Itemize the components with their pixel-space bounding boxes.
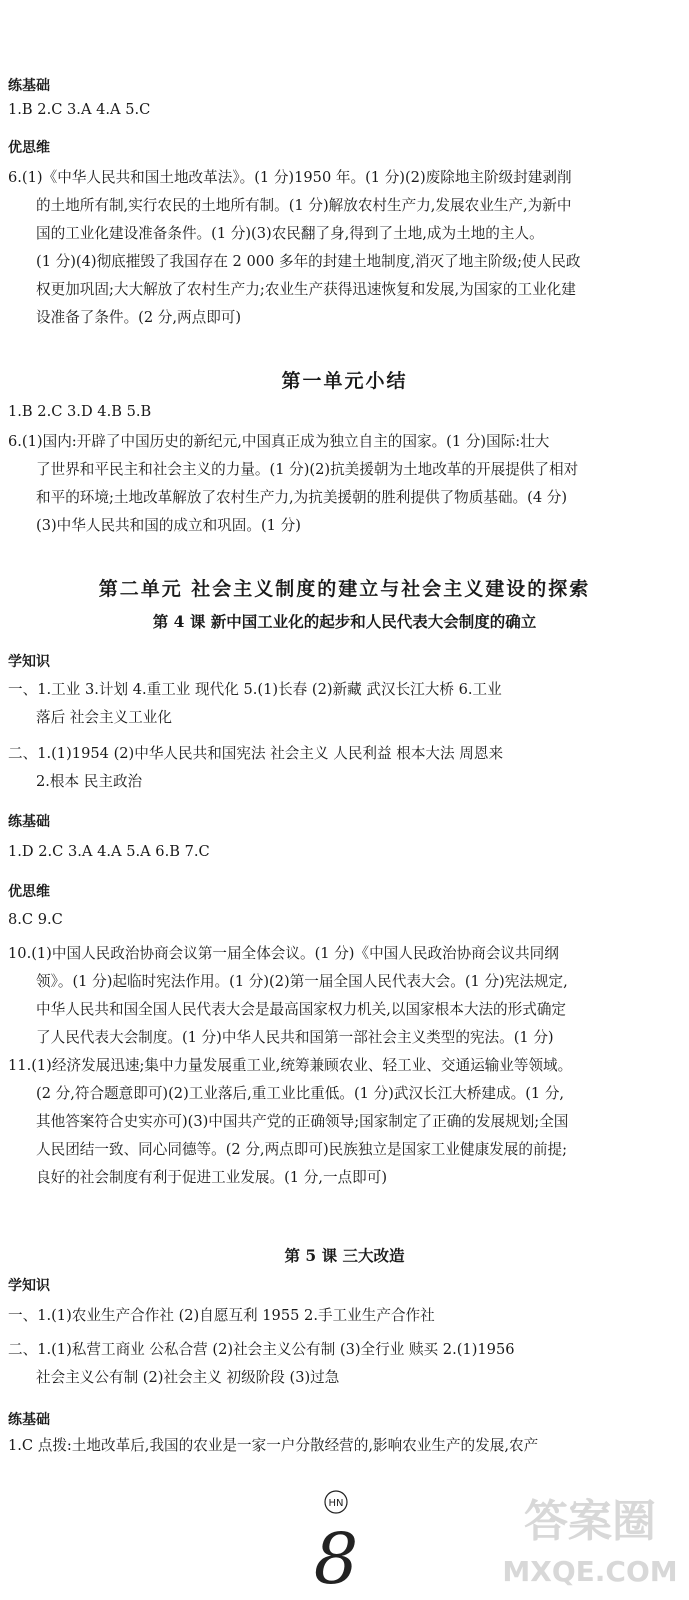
text-line: 社会主义公有制 (2)社会主义 初级阶段 (3)过急 xyxy=(36,1369,340,1386)
answer-line: 1.B 2.C 3.D 4.B 5.B xyxy=(8,403,152,420)
answer-paragraph xyxy=(8,164,681,332)
answer-line: 1.C 点拨:土地改革后,我国的农业是一家一户分散经营的,影响农业生产的发展,农产 xyxy=(8,1437,539,1454)
heading-lian-jichu: 练基础 xyxy=(8,1412,50,1428)
text-line: 一、1.工业 3.计划 4.重工业 现代化 5.(1)长春 (2)新藏 武汉长江大桥 6.工业 xyxy=(8,681,502,698)
unit2-title: 第二单元 社会主义制度的建立与社会主义建设的探索 xyxy=(98,578,591,600)
page-number-mark xyxy=(296,1488,376,1598)
answer-paragraph xyxy=(8,676,681,732)
text-line: (1 分)(4)彻底摧毁了我国存在 2 000 多年的封建土地制度,消灭了地主阶级;使人民政 xyxy=(36,253,581,270)
lesson5-title: 第 5 课 三大改造 xyxy=(284,1246,405,1265)
text-line: 二、1.(1)私营工商业 公私合营 (2)社会主义公有制 (3)全行业 赎买 2.(1)1956 xyxy=(8,1341,515,1358)
watermark xyxy=(495,1481,685,1596)
heading-lian-jichu: 练基础 xyxy=(8,814,50,830)
answer-line: 8.C 9.C xyxy=(8,911,63,928)
heading-you-siwei: 优思维 xyxy=(8,140,50,156)
answer-paragraph xyxy=(8,940,681,1052)
watermark-text: MXQE.COM xyxy=(502,1555,678,1588)
text-line: 二、1.(1)1954 (2)中华人民共和国宪法 社会主义 人民利益 根本大法 周恩来 xyxy=(8,745,504,762)
page-number-handwritten: 8 xyxy=(313,1518,359,1598)
answer-paragraph xyxy=(8,1052,681,1192)
text-line: 6.(1)国内:开辟了中国历史的新纪元,中国真正成为独立自主的国家。(1 分)国际:壮大 xyxy=(8,433,550,450)
text-line: 10.(1)中国人民政治协商会议第一届全体会议。(1 分)《中国人民政治协商会议共同纲 xyxy=(8,945,559,962)
answer-paragraph xyxy=(8,1336,681,1392)
text-line: 的土地所有制,实行农民的土地所有制。(1 分)解放农村生产力,发展农业生产,为新中 xyxy=(36,197,572,214)
answer-line: 一、1.(1)农业生产合作社 (2)自愿互利 1955 2.手工业生产合作社 xyxy=(8,1307,435,1324)
text-line: 国的工业化建设准备条件。(1 分)(3)农民翻了身,得到了土地,成为土地的主人。 xyxy=(36,225,544,242)
lesson4-title: 第 4 课 新中国工业化的起步和人民代表大会制度的确立 xyxy=(152,612,537,631)
text-line: 了人民代表大会制度。(1 分)中华人民共和国第一部社会主义类型的宪法。(1 分) xyxy=(36,1029,554,1046)
text-line: (2 分,符合题意即可)(2)工业落后,重工业比重低。(1 分)武汉长江大桥建成。(1 分, xyxy=(36,1085,565,1102)
text-line: 中华人民共和国全国人民代表大会是最高国家权力机关,以国家根本大法的形式确定 xyxy=(36,1001,567,1018)
unit1-summary-title: 第一单元小结 xyxy=(281,370,408,392)
answer-line: 1.D 2.C 3.A 4.A 5.A 6.B 7.C xyxy=(8,843,210,860)
text-line: 权更加巩固;大大解放了农村生产力;农业生产获得迅速恢复和发展,为国家的工业化建 xyxy=(36,281,576,298)
text-line: (3)中华人民共和国的成立和巩固。(1 分) xyxy=(36,517,301,534)
answer-paragraph xyxy=(8,740,681,796)
text-line: 其他答案符合史实亦可)(3)中国共产党的正确领导;国家制定了正确的发展规划;全国 xyxy=(36,1113,569,1130)
heading-you-siwei: 优思维 xyxy=(8,884,50,900)
text-line: 和平的环境;土地改革解放了农村生产力,为抗美援朝的胜利提供了物质基础。(4 分) xyxy=(36,489,568,506)
answer-line: 1.B 2.C 3.A 4.A 5.C xyxy=(8,101,151,118)
text-line: 2.根本 民主政治 xyxy=(36,773,143,790)
text-line: 人民团结一致、同心同德等。(2 分,两点即可)民族独立是国家工业健康发展的前提; xyxy=(36,1141,568,1158)
heading-lian-jichu: 练基础 xyxy=(8,78,50,94)
text-line: 11.(1)经济发展迅速;集中力量发展重工业,统筹兼顾农业、轻工业、交通运输业等领域。 xyxy=(8,1057,573,1074)
text-line: 落后 社会主义工业化 xyxy=(36,709,172,726)
text-line: 设准备了条件。(2 分,两点即可) xyxy=(36,309,242,326)
text-line: 良好的社会制度有利于促进工业发展。(1 分,一点即可) xyxy=(36,1169,388,1186)
text-line: 了世界和平民主和社会主义的力量。(1 分)(2)抗美援朝为土地改革的开展提供了相对 xyxy=(36,461,579,478)
watermark-logo: 答案圈 xyxy=(524,1496,656,1547)
text-line: 领》。(1 分)起临时宪法作用。(1 分)(2)第一届全国人民代表大会。(1 分)宪法规定, xyxy=(36,973,568,990)
text-line: 6.(1)《中华人民共和国土地改革法》。(1 分)1950 年。(1 分)(2)废除地主阶级封建剥削 xyxy=(8,169,572,186)
heading-xue-zhishi: 学知识 xyxy=(8,654,50,670)
hn-badge-text: HN xyxy=(328,1498,344,1509)
heading-xue-zhishi: 学知识 xyxy=(8,1278,50,1294)
answer-paragraph xyxy=(8,428,681,540)
